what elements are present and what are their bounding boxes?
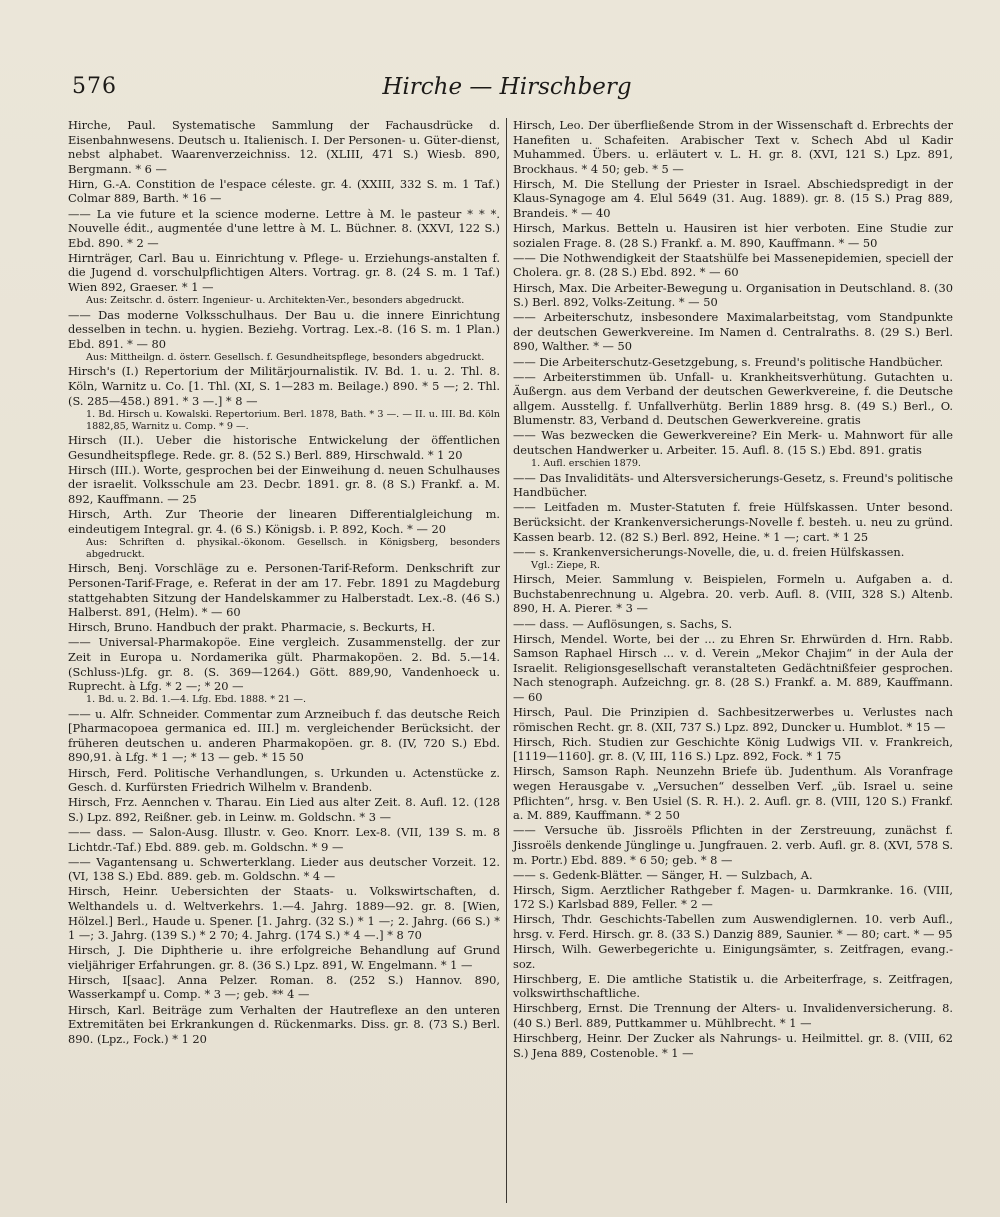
bibliography-entry: Hirsch, Markus. Betteln u. Hausiren ist hier verboten. Eine Studie zur sozialen Frage. 8. (28 S.) Frankf. a. M. 890, Kauffmann. * — 50	[513, 221, 953, 250]
bibliography-entry: Hirsch, I[saac]. Anna Pelzer. Roman. 8. (252 S.) Hannov. 890, Wasserkampf u. Comp. * 3 —; geb. ** 4 —	[68, 972, 500, 1002]
bibliography-entry: Hirsch, Mendel. Worte, bei der ... zu Ehren Sr. Ehrwürden d. Hrn. Rabb. Samson Raphael Hirsch ... v. d. Verein „Mekor Chajim“ in der Aula der Israelit. Religionsgesellschaft veranstalteten Gedächtnißfeier gesprochen. Nach stenograph. Aufzeichng. gr. 8. (28 S.) Frankf. a. M. 889, Kauffmann. — 60	[513, 631, 953, 704]
bibliography-entry: Hirsch, Sigm. Aerztlicher Rathgeber f. Magen- u. Darmkranke. 16. (VIII, 172 S.) Karlsbad 889, Feller. * 2 —	[513, 882, 953, 912]
bibliography-entry: Vgl.: Ziepe, R.	[531, 559, 601, 571]
bibliography-entry: Hirn, G.-A. Constition de l'espace céleste. gr. 4. (XXIII, 332 S. m. 1 Taf.) Colmar 889, Barth. * 16 —	[68, 176, 500, 206]
bibliography-entry: —— Arbeiterstimmen üb. Unfall- u. Krankheitsverhütung. Gutachten u. Äußergn. aus dem Verband der deutschen Gewerkvereine, f. die Deutsche allgem. Ausstellg. f. Unfallverhütg. Berlin 1889 hrsg. 8. (49 S.) Berl., O. Blumenstr. 83, Verband d. Deutschen Gewerkvereine. gratis	[513, 369, 953, 428]
bibliography-entry: —— Das Invaliditäts- und Altersversicherungs-Gesetz, s. Freund's politische Handbücher.	[513, 470, 954, 500]
bibliography-entry: —— u. Alfr. Schneider. Commentar zum Arzneibuch f. das deutsche Reich [Pharmacopoea germanica ed. III.] m. vergleichender Berücksicht. der früheren deutschen u. anderen Pharmakopöen. gr. 8. (IV, 720 S.) Ebd. 890,91. à Lfg. * 1 —; * 13 — geb. * 15 50	[68, 706, 500, 765]
bibliography-entry: —— Was bezwecken die Gewerkvereine? Ein Merk- u. Mahnwort für alle deutschen Handwerker u. Arbeiter. 15. Aufl. 8. (15 S.) Ebd. 891. gratis	[513, 428, 953, 458]
bibliography-entry: —— Das moderne Volksschulhaus. Der Bau u. die innere Einrichtung desselben in techn. u. hygien. Beziehg. Vortrag. Lex.-8. (16 S. m. 1 Plan.) Ebd. 891. * — 80	[68, 307, 500, 351]
bibliography-entry: Hirsch, M. Die Stellung der Priester in Israel. Abschiedspredigt in der Klaus-Synagoge am 4. Elul 5649 (31. Aug. 1889). gr. 8. (15 S.) Prag 889, Brandeis. * — 40	[513, 176, 953, 221]
bibliography-entry: Hirsch, Heinr. Uebersichten der Staats- u. Volkswirtschaften, d. Welthandels u. d. Weltverkehrs. 1.—4. Jahrg. 1889—92. gr. 8. [Wien, Hölzel.] Berl., Haude u. Spener. [1. Jahrg. (32 S.) * 1 —; 2. Jahrg. (66 S.) * 1 —; 3. Jahrg. (139 S.) * 2 70; 4. Jahrg. (174 S.) * 4 —.] * 8 70	[68, 884, 500, 943]
running-title: Hirche — Hirschberg	[382, 74, 632, 100]
bibliography-entry: Hirsch, Rich. Studien zur Geschichte König Ludwigs VII. v. Frankreich, [1119—1160]. gr. 8. (V, III, 116 S.) Lpz. 892, Fock. * 1 75	[513, 734, 953, 764]
bibliography-entry: Hirsch, Frz. Aennchen v. Tharau. Ein Lied aus alter Zeit. 8. Aufl. 12. (128 S.) Lpz. 892, Reißner. geb. in Leinw. m. Goldschn. * 3 —	[68, 795, 500, 824]
bibliography-entry: —— Die Nothwendigkeit der Staatshülfe bei Massenepidemien, speciell der Cholera. gr. 8. (28 S.) Ebd. 892. * — 60	[513, 250, 953, 280]
column-divider	[506, 118, 507, 1203]
bibliography-entry: Hirschberg, E. Die amtliche Statistik u. die Arbeiterfrage, s. Zeitfragen, volkswirthschaftliche.	[513, 971, 953, 1001]
bibliography-entry: Hirche, Paul. Systematische Sammlung der Fachausdrücke d. Eisenbahnwesens. Deutsch u. Italienisch. I. Der Personen- u. Güter-dienst, nebst alphabet. Waarenverzeichniss. 12. (XLIII, 471 S.) Wiesb. 890, Bergmann. * 6 —	[68, 118, 500, 176]
bibliography-entry: Hirsch, Arth. Zur Theorie der linearen Differentialgleichung m. eindeutigem Integral. gr. 4. (6 S.) Königsb. i. P. 892, Koch. * — 20	[68, 507, 500, 536]
bibliography-entry: Hirsch (III.). Worte, gesprochen bei der Einweihung d. neuen Schulhauses der israelit. Volksschule am 23. Decbr. 1891. gr. 8. (8 S.) Frankf. a. M. 892, Kauffmann. — 25	[68, 462, 500, 507]
left-column	[68, 118, 500, 1047]
bibliography-entry: Hirsch (II.). Ueber die historische Entwickelung der öffentlichen Gesundheitspflege. Rede. gr. 8. (52 S.) Berl. 889, Hirschwald. * 1 20	[68, 433, 500, 462]
bibliography-entry: Hirsch, Benj. Vorschläge zu e. Personen-Tarif-Reform. Denkschrift zur Personen-Tarif-Frage, e. Referat in der am 17. Febr. 1891 zu Magdeburg stattgehabten Sitzung der Handelskammer zu Halberstadt. Lex.-8. (46 S.) Halberst. 891, (Helm). * — 60	[68, 561, 500, 620]
bibliography-entry: Hirsch, Leo. Der überfließende Strom in der Wissenschaft d. Erbrechts der Hanefiten u. Schafeiten. Arabischer Text v. Schech Abd ul Kadir Muhammed. Übers. u. erläutert v. L. H. gr. 8. (XVI, 121 S.) Lpz. 891, Brockhaus. * 4 50; geb. * 5 —	[513, 118, 953, 176]
bibliography-entry: Aus: Mittheilgn. d. österr. Gesellsch. f. Gesundheitspflege, besonders abgedruckt.	[86, 351, 485, 363]
bibliography-entry: Hirschberg, Ernst. Die Trennung der Alters- u. Invalidenversicherung. 8. (40 S.) Berl. 889, Puttkammer u. Mühlbrecht. * 1 —	[513, 1001, 953, 1031]
bibliography-entry: Hirsch's (I.) Repertorium der Militärjournalistik. IV. Bd. 1. u. 2. Thl. 8. Köln, Warnitz u. Co. [1. Thl. (XI, S. 1—283 m. Beilage.) 890. * 5 —; 2. Thl. (S. 285—458.) 891. * 3 —.] * 8 —	[68, 364, 500, 408]
bibliography-entry: —— Arbeiterschutz, insbesondere Maximalarbeitstag, vom Standpunkte der deutschen Gewerkvereine. Im Namen d. Centralraths. 8. (29 S.) Berl. 890, Walther. * — 50	[513, 310, 953, 354]
bibliography-entry: Hirsch, Karl. Beiträge zum Verhalten der Hautreflexe an den unteren Extremitäten bei Erkrankungen d. Rückenmarks. Diss. gr. 8. (73 S.) Berl. 890. (Lpz., Fock.) * 1 20	[68, 1002, 500, 1046]
bibliography-entry: Hirschberg, Heinr. Der Zucker als Nahrungs- u. Heilmittel. gr. 8. (VIII, 62 S.) Jena 889, Costenoble. * 1 —	[513, 1031, 953, 1060]
page-number: 576	[72, 74, 117, 99]
bibliography-entry: 1. Bd. u. 2. Bd. 1.—4. Lfg. Ebd. 1888. * 21 —.	[86, 694, 307, 706]
bibliography-entry: Aus: Schriften d. physikal.-ökonom. Gesellsch. in Königsberg, besonders abgedruckt.	[86, 536, 500, 560]
bibliography-entry: Hirnträger, Carl. Bau u. Einrichtung v. Pflege- u. Erziehungs-anstalten f. die Jugend d. vorschulpflichtigen Alters. Vortrag. gr. 8. (24 S. m. 1 Taf.) Wien 892, Graeser. * 1 —	[68, 250, 500, 295]
bibliography-entry: —— Universal-Pharmakopöe. Eine vergleich. Zusammenstellg. der zur Zeit in Europa u. Nordamerika gült. Pharmakopöen. 2. Bd. 5.—14. (Schluss-)Lfg. gr. 8. (S. 369—1264.) Gött. 889,90, Vandenhoeck u. Ruprecht. à Lfg. * 2 —; * 20 —	[68, 635, 500, 694]
bibliography-entry: —— dass. — Auflösungen, s. Sachs, S.	[513, 616, 733, 631]
bibliography-entry: —— La vie future et la science moderne. Lettre à M. le pasteur * * *. Nouvelle édit., augmentée d'une lettre à M. L. Büchner. 8. (XXVI, 122 S.) Ebd. 890. * 2 —	[68, 206, 500, 250]
bibliography-entry: —— Versuche üb. Jissroëls Pflichten in der Zerstreuung, zunächst f. Jissroëls denkende Jünglinge u. Jungfrauen. 2. verb. Aufl. gr. 8. (XVI, 578 S. m. Portr.) Ebd. 889. * 6 50; geb. * 8 —	[513, 823, 953, 867]
page-header	[72, 74, 942, 104]
bibliography-entry: Hirsch, Paul. Die Prinzipien d. Sachbesitzerwerbes u. Verlustes nach römischen Recht. gr. 8. (XII, 737 S.) Lpz. 892, Duncker u. Humblot. * 15 —	[513, 705, 953, 734]
bibliography-entry: Hirsch, Max. Die Arbeiter-Bewegung u. Organisation in Deutschland. 8. (30 S.) Berl. 892, Volks-Zeitung. * — 50	[513, 280, 953, 310]
bibliography-entry: 1. Bd. Hirsch u. Kowalski. Repertorium. Berl. 1878, Bath. * 3 —. — II. u. III. Bd. Köln 1882,85, Warnitz u. Comp. * 9 —.	[86, 408, 500, 432]
bibliography-entry: —— Vagantensang u. Schwerterklang. Lieder aus deutscher Vorzeit. 12. (VI, 138 S.) Ebd. 889. geb. m. Goldschn. * 4 —	[68, 854, 500, 884]
right-column	[513, 118, 953, 1061]
bibliography-entry: 1. Aufl. erschien 1879.	[531, 458, 641, 470]
bibliography-entry: Hirsch, Thdr. Geschichts-Tabellen zum Auswendiglernen. 10. verb Aufl., hrsg. v. Ferd. Hirsch. gr. 8. (33 S.) Danzig 889, Saunier. * — 80; cart. * — 95	[513, 912, 953, 941]
bibliography-entry: —— s. Krankenversicherungs-Novelle, die, u. d. freien Hülfskassen.	[513, 544, 905, 559]
bibliography-entry: —— s. Gedenk-Blätter. — Sänger, H. — Sulzbach, A.	[513, 867, 813, 882]
bibliography-entry: —— Leitfaden m. Muster-Statuten f. freie Hülfskassen. Unter besond. Berücksicht. der Krankenversicherungs-Novelle f. besteh. u. neu zu gründ. Kassen bearb. 12. (82 S.) Berl. 892, Heine. * 1 —; cart. * 1 25	[513, 500, 953, 544]
bibliography-entry: —— dass. — Salon-Ausg. Illustr. v. Geo. Knorr. Lex-8. (VII, 139 S. m. 8 Lichtdr.-Taf.) Ebd. 889. geb. m. Goldschn. * 9 —	[68, 824, 500, 854]
bibliography-entry: Hirsch, J. Die Diphtherie u. ihre erfolgreiche Behandlung auf Grund vieljähriger Erfahrungen. gr. 8. (36 S.) Lpz. 891, W. Engelmann. * 1 —	[68, 943, 500, 972]
bibliography-entry: Hirsch, Wilh. Gewerbegerichte u. Einigungsämter, s. Zeitfragen, evang.-soz.	[513, 942, 953, 971]
bibliography-entry: Aus: Zeitschr. d. österr. Ingenieur- u. Architekten-Ver., besonders abgedruckt.	[86, 295, 465, 307]
bibliography-entry: Hirsch, Meier. Sammlung v. Beispielen, Formeln u. Aufgaben a. d. Buchstabenrechnung u. Algebra. 20. verb. Aufl. 8. (VIII, 328 S.) Altenb. 890, H. A. Pierer. * 3 —	[513, 572, 953, 616]
bibliography-entry: Hirsch, Ferd. Politische Verhandlungen, s. Urkunden u. Actenstücke z. Gesch. d. Kurfürsten Friedrich Wilhelm v. Brandenb.	[68, 765, 500, 795]
bibliography-entry: Hirsch, Bruno. Handbuch der prakt. Pharmacie, s. Beckurts, H.	[68, 620, 436, 635]
bibliography-entry: —— Die Arbeiterschutz-Gesetzgebung, s. Freund's politische Handbücher.	[513, 354, 944, 369]
bibliography-entry: Hirsch, Samson Raph. Neunzehn Briefe üb. Judenthum. Als Voranfrage wegen Herausgabe v. „Versuchen“ desselben Verf. „üb. Israel u. seine Pflichten“, hrsg. v. Ben Usiel (S. R. H.). 2. Aufl. gr. 8. (VIII, 120 S.) Frankf. a. M. 889, Kauffmann. * 2 50	[513, 764, 953, 823]
